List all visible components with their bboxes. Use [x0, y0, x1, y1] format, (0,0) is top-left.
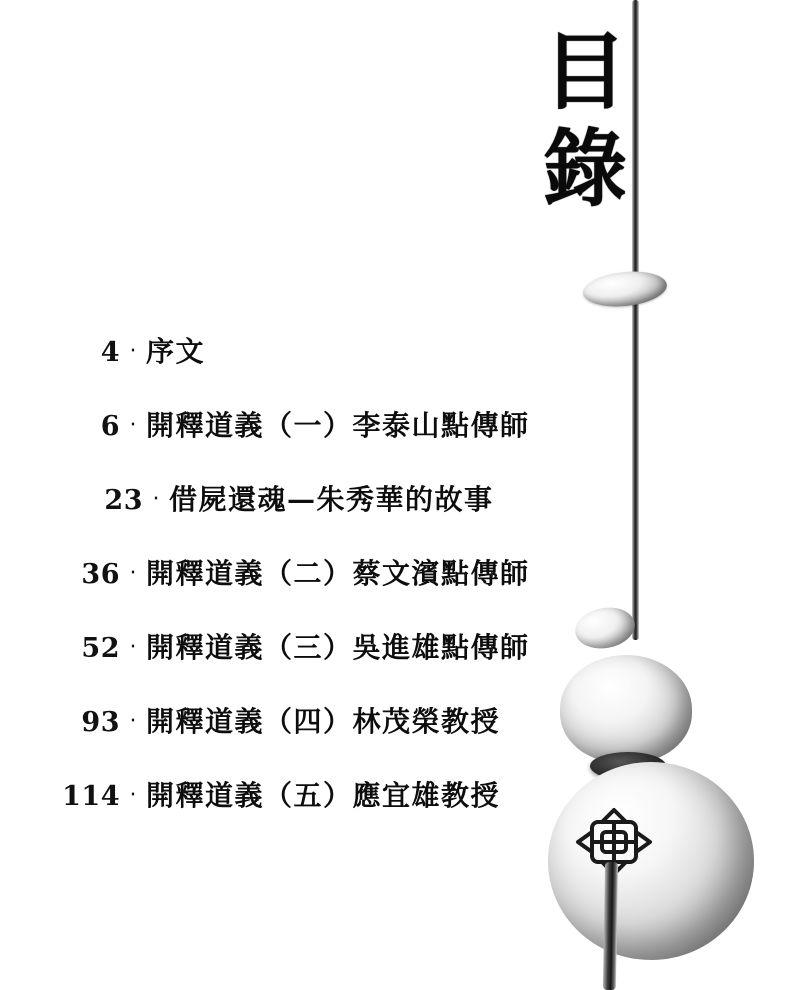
toc-entry-title: 開釋道義（一）李泰山點傳師: [146, 409, 530, 442]
gourd-waist-icon: [590, 752, 666, 780]
toc-entry-title: 借屍還魂—朱秀華的故事: [169, 483, 494, 516]
toc-entry[interactable]: [0, 700, 560, 740]
toc-entry[interactable]: [0, 552, 560, 592]
toc-entry-title: 序文: [146, 335, 206, 368]
toc-page-number: 6: [100, 411, 120, 442]
toc-separator: ‧: [129, 413, 137, 438]
toc-entry-title: 開釋道義（四）林茂榮教授: [146, 705, 501, 738]
toc-separator: ‧: [129, 339, 137, 364]
toc-entry[interactable]: [0, 330, 560, 370]
bead-top-icon: [581, 268, 668, 311]
page-title-char-2: 錄: [542, 118, 627, 218]
chinese-knot-icon: [566, 800, 662, 884]
table-of-contents: [0, 330, 560, 848]
bead-mid-icon: [572, 603, 638, 653]
toc-page-number: 93: [81, 707, 120, 738]
toc-page-number: 23: [104, 485, 143, 516]
toc-page-number: 36: [81, 559, 120, 590]
tassel-cord-icon: [603, 862, 618, 990]
toc-page-number: 114: [62, 781, 120, 812]
gourd-lower-bulb-icon: [548, 762, 754, 960]
toc-page-number: 52: [81, 633, 120, 664]
toc-separator: ‧: [129, 783, 137, 808]
toc-separator: ‧: [129, 561, 137, 586]
toc-entry[interactable]: [0, 404, 560, 444]
gourd-upper-bulb-icon: [560, 655, 692, 763]
toc-entry-title: 開釋道義（五）應宜雄教授: [146, 779, 501, 812]
page-title-char-1: 目: [542, 22, 627, 121]
page-title: [530, 24, 640, 217]
toc-page-number: 4: [100, 337, 120, 368]
toc-separator: ‧: [152, 487, 160, 512]
toc-entry-title: 開釋道義（三）吳進雄點傳師: [146, 631, 530, 664]
toc-separator: ‧: [129, 635, 137, 660]
toc-entry[interactable]: [0, 774, 560, 814]
toc-entry[interactable]: [0, 478, 560, 518]
toc-separator: ‧: [129, 709, 137, 734]
toc-entry-title: 開釋道義（二）蔡文濱點傳師: [146, 557, 530, 590]
toc-entry[interactable]: [0, 626, 560, 666]
